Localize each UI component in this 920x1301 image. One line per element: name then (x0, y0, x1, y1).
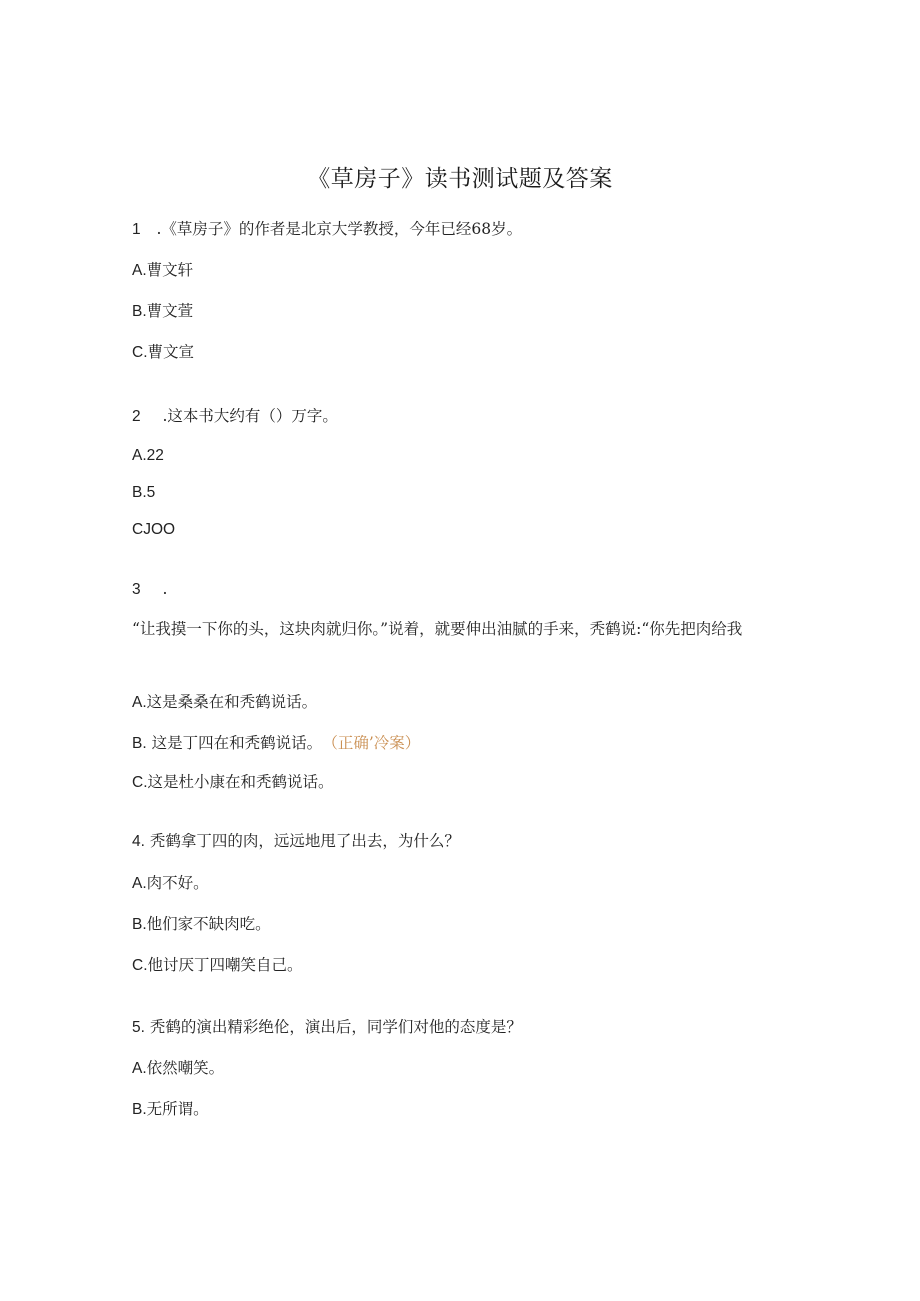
question-3-passage: “让我摸一下你的头，这块肉就归你。”说着，就要伸出油腻的手来，秃鹤说:“你先把肉给我 (132, 620, 743, 638)
option-letter: A. (132, 447, 147, 464)
option-letter: A. (132, 694, 147, 711)
option-letter: B. (132, 735, 147, 752)
option-letter: A. (132, 875, 147, 892)
option-text: 这是杜小康在和秃鹤说话。 (147, 773, 334, 791)
option-1a (132, 259, 193, 282)
option-letter: B. (132, 303, 147, 320)
option-text: 依然嘲笑。 (146, 1059, 225, 1077)
option-text: 曹文萱 (146, 302, 194, 320)
question-5 (132, 1016, 522, 1039)
option-text: 他们家不缺肉吃。 (146, 915, 271, 933)
option-3b (132, 732, 420, 755)
option-2c (132, 519, 175, 541)
option-text: 肉不好。 (146, 874, 209, 892)
question-number: 1 (132, 221, 141, 238)
option-1c (132, 341, 194, 364)
option-5a (132, 1057, 224, 1080)
question-2 (132, 405, 338, 428)
option-5b (132, 1098, 209, 1121)
option-text: 他讨厌丁四嘲笑自己。 (147, 956, 303, 974)
option-text: 曹文宣 (147, 343, 195, 361)
question-number: 4. (132, 833, 145, 850)
question-number: 5. (132, 1019, 145, 1036)
option-letter: A. (132, 262, 147, 279)
option-2a (132, 445, 164, 467)
correct-answer-mark: （正确’冷案） (330, 734, 421, 752)
question-stem: .这本书大约有（）万字。 (162, 407, 338, 425)
question-number: 2 (132, 408, 141, 425)
option-letter: C. (132, 774, 148, 791)
option-letter: A. (132, 1060, 147, 1077)
option-letter: C. (132, 344, 148, 361)
question-stem: .《草房子》的作者是北京大学教授，今年已经68岁。 (156, 220, 523, 238)
option-1b (132, 300, 193, 323)
option-4b (132, 913, 271, 936)
option-letter: B. (132, 916, 147, 933)
question-number: 3 (132, 581, 141, 598)
option-letter: B. (132, 1101, 147, 1118)
option-4a (132, 872, 209, 895)
option-text: 无所谓。 (146, 1100, 209, 1118)
option-text: 22 (146, 447, 164, 464)
option-2b (132, 482, 155, 504)
option-text: CJOO (132, 521, 176, 538)
option-4c (132, 954, 303, 977)
question-4 (132, 830, 460, 853)
option-text: 这是桑桑在和秃鹤说话。 (146, 693, 318, 711)
question-1 (132, 218, 522, 241)
option-text: 这是丁四在和秃鹤说话。 (146, 734, 323, 752)
question-stem: 秃鹤的演出精彩绝伦，演出后，同学们对他的态度是？ (144, 1018, 522, 1036)
question-stem: 秃鹤拿丁四的肉，远远地甩了出去，为什么？ (144, 832, 460, 850)
option-letter: C. (132, 957, 148, 974)
option-3c (132, 771, 334, 794)
question-3 (132, 578, 167, 601)
option-letter: B. (132, 484, 147, 501)
document-title: 《草房子》读书测试题及答案 (307, 166, 613, 192)
question-stem: . (162, 580, 168, 598)
option-3a (132, 691, 317, 714)
option-text: 5 (146, 484, 156, 501)
option-text: 曹文轩 (146, 261, 194, 279)
